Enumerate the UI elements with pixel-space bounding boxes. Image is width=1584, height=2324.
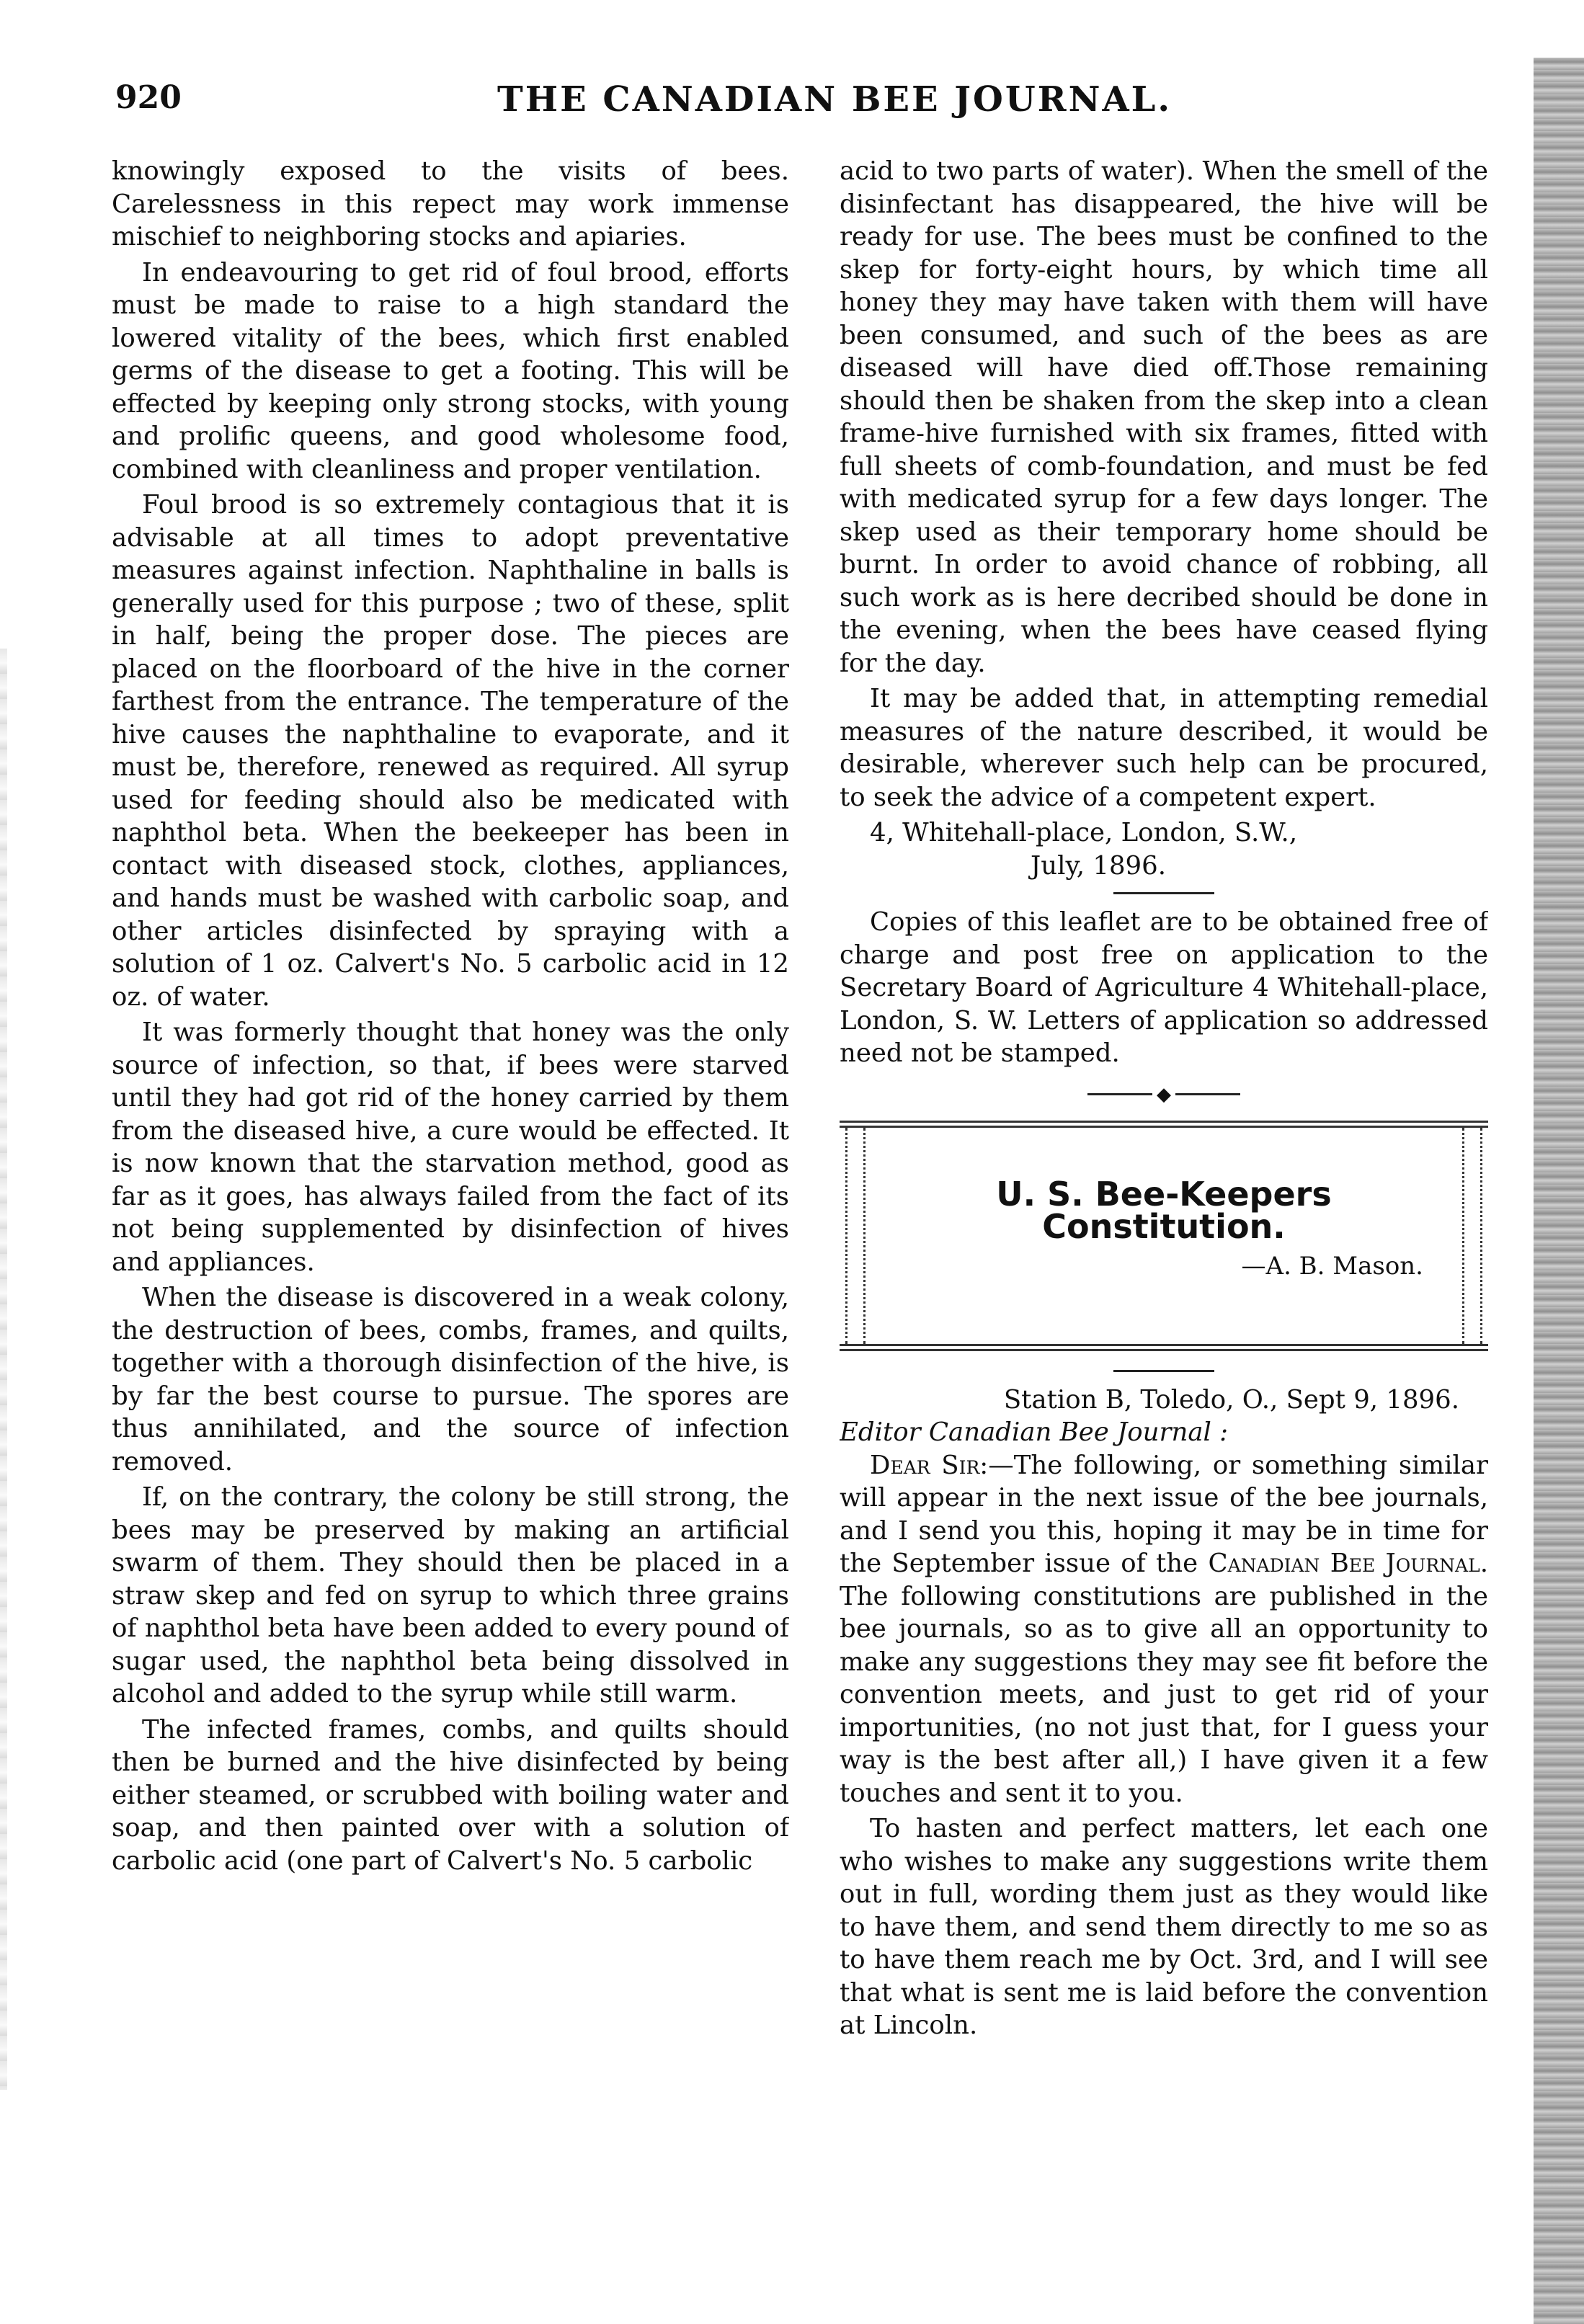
- journal-title: THE CANADIAN BEE JOURNAL.: [497, 79, 1173, 120]
- address-line: 4, Whitehall-place, London, S.W.,: [870, 818, 1298, 847]
- letter-addressee: Editor Canadian Bee Journal :: [840, 1417, 1229, 1447]
- paragraph: When the disease is discovered in a weak colony, the destruction of bees, combs, frames, and quilts, together with a thorough disinfection of the hive, is by far the best course to pursue. The spores are thus annihilated, and the source of infection removed.: [112, 1283, 789, 1477]
- section-heading-box: [840, 1121, 1488, 1351]
- letter-paragraph: [840, 1449, 1488, 1810]
- address-block: [840, 816, 1488, 882]
- paragraph: acid to two parts of water). When the smell of the disinfectant has disappeared, the hive will be ready for use. The bees must be confined to the skep for forty-eight hours, by which time all honey they may have taken with them will have been consumed, and such of the bees as are diseased will have died off.Those remaining should then be shaken from the skep into a clean frame-hive furnished with six frames, fitted with full sheets of comb-foundation, and must be fed with medicated syrup for a few days longer. The skep used as their temporary home should be burnt. In order to avoid chance of robbing, all such work as is here decribed should be done in the evening, when the bees have ceased flying for the day.: [840, 156, 1488, 678]
- divider-line: [1087, 1093, 1152, 1095]
- paragraph: Foul brood is so extremely contagious that it is advisable at all times to adopt preventative measures against infection. Naphthaline in balls is generally used for this purpose ; two of these, split in half, being the proper dose. The pieces are placed on the floorboard of the hive in the corner farthest from the entrance. The temperature of the hive causes the naphthaline to evaporate, and it must be, therefore, renewed as required. All syrup used for feeding should also be medicated with naphthol beta. When the beekeeper has been in contact with diseased stock, clothes, appliances, and hands must be washed with carbolic soap, and other articles disinfected by spraying with a solution of 1 oz. Calvert's No. 5 carbolic acid in 12 oz. of water.: [112, 490, 789, 1012]
- paragraph: It was formerly thought that honey was the only source of infection, so that, if bees were starved until they had got rid of the honey carried by them from the diseased hive, a cure would be effected. It is now known that the starvation method, good as far as it goes, has always failed from the fact of its not being supplemented by disinfection of hives and appliances.: [112, 1018, 789, 1277]
- scan-shadow-left: [0, 649, 7, 2090]
- section-byline: —A. B. Mason.: [1241, 1251, 1423, 1281]
- address-date: July, 1896.: [1031, 850, 1166, 881]
- copies-note: Copies of this leaflet are to be obtained free of charge and post free on application to the Secretary Board of Agriculture 4 Whitehall-place, London, S. W. Letters of application so addressed need not be stamped.: [840, 907, 1488, 1068]
- paragraph: The infected frames, combs, and quilts should then be burned and the hive disinfected by being either steamed, or scrubbed with boiling water and soap, and then painted over with a solution of carbolic acid (one part of Calvert's No. 5 carbolic: [112, 1714, 789, 1876]
- letter-opening: :—The following, or something similar will appear in the next issue of the bee journals, and I send you this, hoping it may be in time for the September issue of the: [840, 1450, 1488, 1578]
- divider: [1113, 1370, 1214, 1372]
- section-title: U. S. Bee-Keepers Constitution.: [996, 1174, 1332, 1246]
- salutation: Dear Sir: [870, 1450, 980, 1480]
- paragraph: It may be added that, in attempting remedial measures of the nature described, it would be desirable, wherever such help can be procured, to seek the advice of a competent expert.: [840, 684, 1488, 812]
- paragraph: In endeavouring to get rid of foul brood, efforts must be made to raise to a high standard the lowered vitality of the bees, which first enabled germs of the disease to get a footing. This will be effected by keeping only strong stocks, with young and prolific queens, and good wholesome food, combined with cleanliness and proper ventilation.: [112, 257, 789, 484]
- left-column: [112, 155, 789, 1877]
- page-number: 920: [115, 79, 182, 116]
- page-header: [115, 79, 1477, 123]
- paragraph: If, on the contrary, the colony be still strong, the bees may be preserved by making an artificial swarm of them. They should then be placed in a straw skep and fed on syrup to which three grains of naphthol beta have been added to every pound of sugar used, the naphthol beta being dissolved in alcohol and added to the syrup while still warm.: [112, 1482, 789, 1709]
- paragraph: knowingly exposed to the visits of bees. Carelessness in this repect may work immense mischief to neighboring stocks and apiaries.: [112, 156, 789, 251]
- letter-text: . The following constitutions are published in the bee journals, so as to give all an opportunity to make any suggestions they may see fit before the convention meets, and just to get rid of your importunities, (no not just that, for I guess your way is the best after all,) I have given it a few touches and sent it to you.: [840, 1549, 1488, 1808]
- ornamental-border-right: [1462, 1128, 1482, 1344]
- ornamental-divider: [840, 1083, 1488, 1105]
- right-column: [840, 155, 1488, 2042]
- letter-paragraph: To hasten and perfect matters, let each one who wishes to make any suggestions write them out in full, wording them just as they would like to have them, and send them directly to me so as to have them reach me by Oct. 3rd, and I will see that what is sent me is laid before the convention at Lincoln.: [840, 1814, 1488, 2040]
- divider-line: [1175, 1093, 1240, 1095]
- letter-dateline: Station B, Toledo, O., Sept 9, 1896.: [1003, 1384, 1459, 1415]
- divider: [1113, 892, 1214, 894]
- scan-shadow-right: [1534, 58, 1584, 2324]
- ornament-icon: ◆: [1157, 1083, 1171, 1105]
- ornamental-border-left: [845, 1128, 866, 1344]
- journal-name: Canadian Bee Journal: [1208, 1549, 1480, 1578]
